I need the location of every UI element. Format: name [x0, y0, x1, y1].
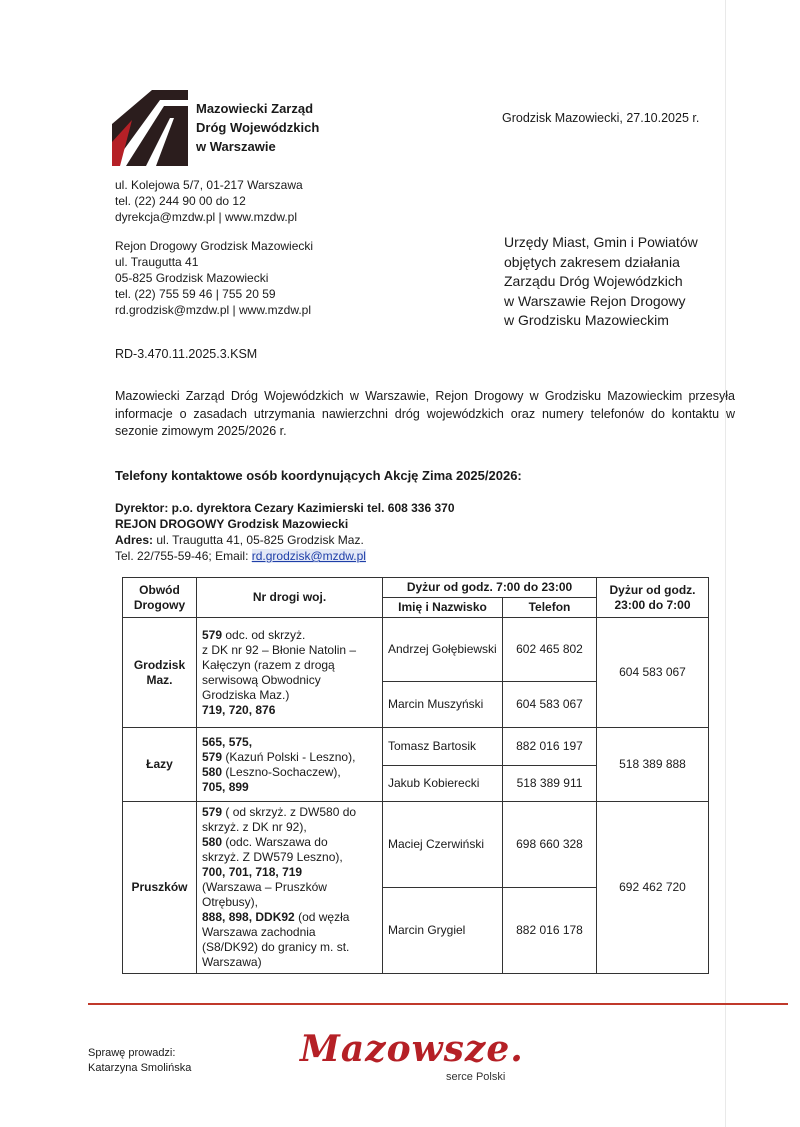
road-description: (Leszno-Sochaczew), [222, 764, 341, 779]
roads-cell [197, 618, 383, 728]
person-name-cell: Marcin Muszyński [383, 682, 503, 728]
road-line [202, 895, 377, 910]
header-phone: Telefon [503, 598, 597, 618]
person-name-cell: Andrzej Gołębiewski [383, 618, 503, 682]
night-duty-cell: 692 462 720 [597, 802, 709, 974]
person-name-cell: Jakub Kobierecki [383, 766, 503, 802]
header-district: Obwód Drogowy [123, 578, 197, 618]
road-description: Warszawa zachodnia [202, 925, 316, 939]
roads-cell [197, 728, 383, 802]
org-name-line: w Warszawie [196, 139, 276, 154]
reference-number: RD-3.470.11.2025.3.KSM [115, 347, 258, 361]
night-duty-cell: 604 583 067 [597, 618, 709, 728]
duty-table [122, 577, 709, 974]
recipient-line: objętych zakresem działania [504, 253, 680, 270]
org-address [115, 177, 303, 225]
person-name-cell: Maciej Czerwiński [383, 802, 503, 888]
header-name: Imię i Nazwisko [383, 598, 503, 618]
road-line [202, 703, 377, 718]
case-handler-label: Sprawę prowadzi: [88, 1047, 176, 1059]
road-description: (odc. Warszawa do [222, 835, 328, 849]
case-handler-name: Katarzyna Smolińska [88, 1062, 192, 1074]
person-name-cell: Tomasz Bartosik [383, 728, 503, 766]
org-name [196, 99, 319, 156]
region-address [115, 238, 313, 318]
road-description: Warszawa) [202, 955, 262, 969]
recipient-line: w Warszawie Rejon Drogowy [504, 292, 686, 309]
road-line [202, 820, 377, 835]
header-duty-night: Dyżur od godz. 23:00 do 7:00 [597, 578, 709, 618]
district-cell: Grodzisk Maz. [123, 618, 197, 728]
address-line: tel. (22) 755 59 46 | 755 20 59 [115, 287, 276, 301]
person-phone-cell: 602 465 802 [503, 618, 597, 682]
phone-email-line [115, 548, 455, 564]
person-phone-cell: 518 389 911 [503, 766, 597, 802]
road-line [202, 688, 377, 703]
road-line [202, 780, 377, 795]
footer-divider [88, 1003, 788, 1005]
person-name-cell: Marcin Grygiel [383, 888, 503, 974]
road-description: (Kazuń Polski - Leszno), [222, 749, 356, 764]
person-phone-cell: 698 660 328 [503, 802, 597, 888]
address-line: Rejon Drogowy Grodzisk Mazowiecki [115, 239, 314, 253]
road-line [202, 955, 377, 970]
road-line [202, 643, 377, 658]
road-description: ( od skrzyż. z DW580 do [222, 805, 357, 819]
letter-date: Grodzisk Mazowiecki, 27.10.2025 r. [502, 111, 700, 125]
road-description: skrzyż. z DK nr 92), [202, 820, 307, 834]
road-number: 580 [202, 764, 223, 779]
road-description: (od węzła [294, 910, 350, 924]
table-row [123, 618, 709, 682]
road-number: 580 [202, 835, 223, 849]
address-value: ul. Traugutta 41, 05-825 Grodzisk Maz. [153, 533, 364, 547]
road-line [202, 735, 377, 750]
road-line [202, 750, 377, 765]
road-description: serwisową Obwodnicy [202, 672, 321, 687]
district-cell: Pruszków [123, 802, 197, 974]
road-line [202, 865, 377, 880]
road-line [202, 628, 377, 643]
road-line [202, 925, 377, 940]
road-description: z DK nr 92 – Błonie Natolin – [202, 642, 357, 657]
recipient-line: w Grodzisku Mazowieckim [504, 312, 669, 328]
road-description: (S8/DK92) do granicy m. st. [202, 940, 350, 954]
road-line [202, 940, 377, 955]
road-line [202, 850, 377, 865]
road-number: 888, 898, DDK92 [202, 910, 295, 924]
address-line: tel. (22) 244 90 00 do 12 [115, 194, 246, 208]
email-link[interactable]: rd.grodzisk@mzdw.pl [251, 549, 366, 563]
address-line: ul. Traugutta 41 [115, 255, 199, 269]
scan-edge-line [725, 0, 726, 1127]
person-phone-cell: 882 016 197 [503, 728, 597, 766]
recipient-block [504, 233, 698, 331]
road-number: 565, 575, [202, 734, 253, 749]
header-roads: Nr drogi woj. [197, 578, 383, 618]
recipient-line: Urzędy Miast, Gmin i Powiatów [504, 234, 698, 250]
mazowsze-logo: Mazowsze. [300, 1028, 524, 1070]
mzdw-logo-icon [112, 90, 188, 166]
road-description: (Warszawa – Pruszków [202, 880, 327, 894]
road-number: 579 [202, 805, 223, 819]
road-line [202, 910, 377, 925]
address-line: dyrekcja@mzdw.pl | www.mzdw.pl [115, 210, 298, 224]
recipient-line: Zarządu Dróg Wojewódzkich [504, 273, 683, 289]
road-line [202, 658, 377, 673]
district-cell: Łazy [123, 728, 197, 802]
phone-text: Tel. 22/755-59-46; Email: [115, 549, 252, 563]
road-line [202, 835, 377, 850]
org-name-line: Mazowiecki Zarząd [196, 101, 314, 116]
road-line [202, 880, 377, 895]
mazowsze-tagline: serce Polski [446, 1071, 506, 1083]
address-line: rd.grodzisk@mzdw.pl | www.mzdw.pl [115, 303, 312, 317]
road-description: skrzyż. Z DW579 Leszno), [202, 850, 343, 864]
road-line [202, 673, 377, 688]
address-label: Adres: [115, 533, 154, 547]
table-row [123, 802, 709, 888]
road-number: 579 [202, 627, 223, 642]
person-phone-cell: 882 016 178 [503, 888, 597, 974]
address-line: ul. Kolejowa 5/7, 01-217 Warszawa [115, 178, 303, 192]
address-line: 05-825 Grodzisk Mazowiecki [115, 271, 269, 285]
org-name-line: Dróg Wojewódzkich [196, 120, 320, 135]
road-description: Otrębusy), [202, 895, 259, 909]
table-row [123, 728, 709, 766]
contact-block [115, 500, 455, 564]
address-line [115, 532, 455, 548]
road-line [202, 805, 377, 820]
person-phone-cell: 604 583 067 [503, 682, 597, 728]
director-line: Dyrektor: p.o. dyrektora Cezary Kazimierski tel. 608 336 370 [115, 501, 455, 515]
section-title: Telefony kontaktowe osób koordynujących Akcję Zima 2025/2026: [115, 468, 522, 483]
header-duty-day: Dyżur od godz. 7:00 do 23:00 [383, 578, 597, 598]
road-number: 700, 701, 718, 719 [202, 865, 303, 879]
road-line [202, 765, 377, 780]
road-number: 579 [202, 749, 223, 764]
road-number: 719, 720, 876 [202, 702, 276, 717]
road-description: Grodziska Maz.) [202, 687, 290, 702]
night-duty-cell: 518 389 888 [597, 728, 709, 802]
region-line: REJON DROGOWY Grodzisk Mazowiecki [115, 517, 349, 531]
case-handler [88, 1046, 191, 1076]
intro-paragraph: Mazowiecki Zarząd Dróg Wojewódzkich w Warszawie, Rejon Drogowy w Grodzisku Mazowieckim przesyła informacje o zasadach utrzymania nawierzchni dróg wojewódzkich oraz numery telefonów do kontaktu w sezonie zimowym 2025/2026 r. [115, 389, 735, 438]
road-number: 705, 899 [202, 779, 249, 794]
road-description: Kałęczyn (razem z drogą [202, 657, 335, 672]
roads-cell [197, 802, 383, 974]
road-description: odc. od skrzyż. [222, 627, 306, 642]
